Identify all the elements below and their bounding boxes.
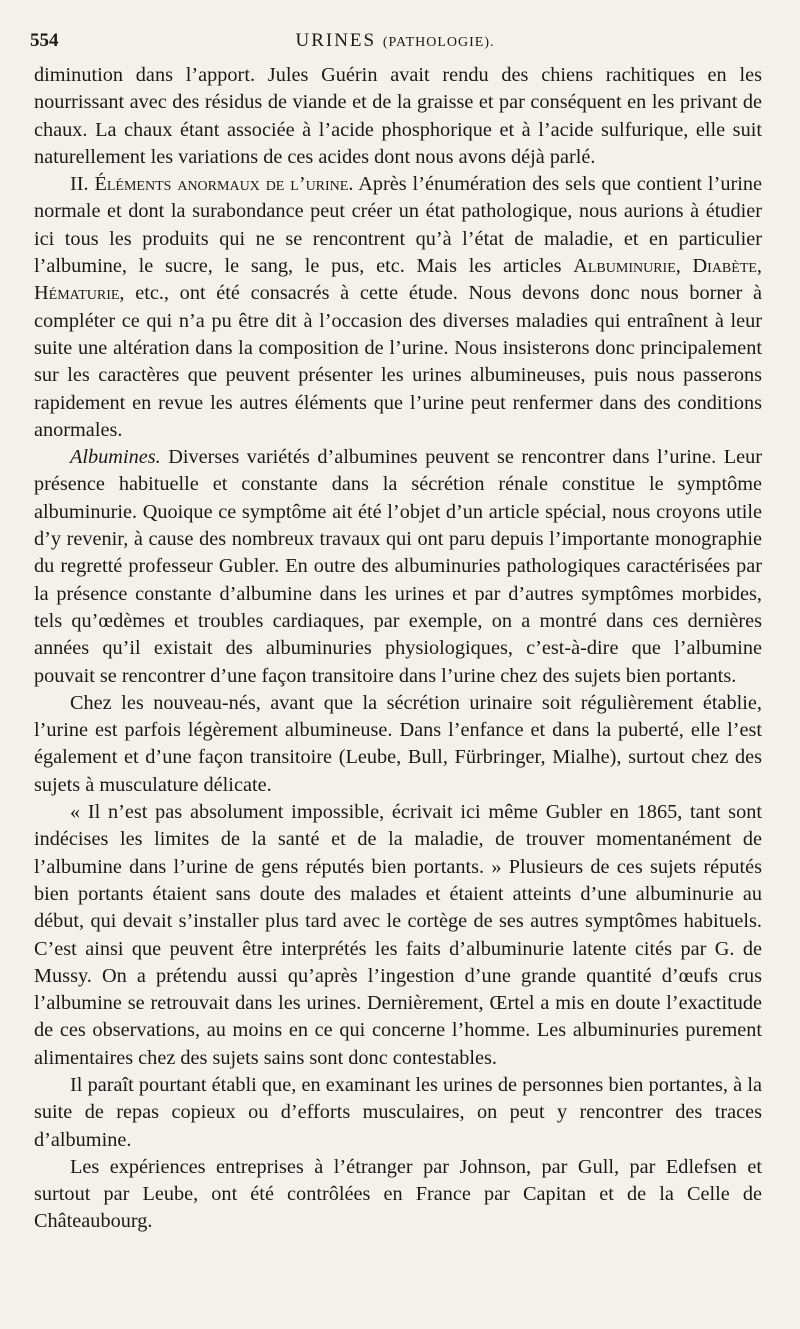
page-body: [34, 62, 762, 1236]
paragraph-7: Les expériences entreprises à l’étranger par Johnson, par Gull, par Edlefsen et surtout par Leube, ont été contrôlées en France par Capitan et de la Celle de Châteaubourg.: [34, 1155, 762, 1233]
paragraph-1: diminution dans l’apport. Jules Guérin avait rendu des chiens rachitiques en les nourrissant avec des résidus de viande et de la graisse et par conséquent en les privant de chaux. La chaux étant associée à l’acide phosphorique et à l’acide sulfurique, elle suit naturellement les variations de ces acides dont nous avons déjà parlé.: [34, 64, 762, 168]
paragraph-6: Il paraît pourtant établi que, en examinant les urines de personnes bien portantes, à la suite de repas copieux ou d’efforts musculaires, on peut y rencontrer des traces d’albumine.: [34, 1073, 762, 1151]
paragraph-3: [34, 444, 762, 690]
running-title-main: URINES: [295, 30, 377, 51]
paragraph-2: [34, 171, 762, 444]
articles-list: Albuminurie, Diabète, Hématurie: [34, 255, 762, 305]
running-title: [30, 30, 760, 52]
paragraph-3-text: Diverses variétés d’albumines peuvent se rencontrer dans l’urine. Leur présence habituelle et constante dans la sécrétion rénale constitue le symptôme albuminurie. Quoique ce symptôme ait été l’objet d’un article spécial, nous croyons utile d’y revenir, à cause des nombreux travaux qui ont paru depuis l’importante monographie du regretté professeur Gubler. En outre des albuminuries pathologiques caractérisées par la présence constante d’albumine dans les urines et par d’autres symptômes morbides, tels qu’œdèmes et troubles cardiaques, par exemple, on a montré dans ces dernières années qu’il existait des albuminuries physiologiques, c’est-à-dire que l’albumine pouvait se rencontrer d’une façon transitoire dans l’urine chez des sujets bien portants.: [34, 446, 762, 687]
paragraph-5: « Il n’est pas absolument impossible, écrivait ici même Gubler en 1865, tant sont indécises les limites de la santé et de la maladie, de trouver momentanément de l’albumine dans l’urine de gens réputés bien portants. » Plusieurs de ces sujets réputés bien portants étaient sans doute des malades et étaient atteints d’une albuminurie au début, qui devait s’installer plus tard avec le cortège de ses autres symptômes habituels. C’est ainsi que peuvent être interprétés les faits d’albuminurie latente cités par G. de Mussy. On a prétendu aussi qu’après l’ingestion d’une grande quantité d’œufs crus l’albumine se retrouvait dans les urines. Dernièrement, Œrtel a mis en doute l’exactitude de ces observations, au moins en ce qui concerne l’homme. Les albuminuries purement alimentaires chez des sujets sains sont donc contestables.: [34, 801, 762, 1069]
paragraph-2-text-a: Après l’énumération des sels que contient l’urine normale et dont la surabondance peut créer un état pathologique, nous aurions à étudier ici tous les produits qui ne se rencontrent qu’à l’état de maladie, et en particulier l’albumine, le sucre, le sang, le pus, etc. Mais les articles: [34, 173, 762, 278]
page-number: 554: [30, 30, 59, 51]
section-heading: II. Éléments anormaux de l’urine.: [70, 173, 354, 196]
paragraph-2-text-b: , etc., ont été consacrés à cette étude. Nous devons donc nous borner à compléter ce qui n’a pu être dit à l’occasion des diverses maladies qui entraînent à leur suite une altération dans la composition de l’urine. Nous insisterons donc principalement sur les caractères que peuvent présenter les urines albumineuses, puis nous passerons rapidement en revue les autres éléments que l’urine peut renfermer dans des conditions anormales.: [34, 282, 762, 441]
paragraph-4: Chez les nouveau-nés, avant que la sécrétion urinaire soit régulièrement établie, l’urine est parfois légèrement albumineuse. Dans l’enfance et dans la puberté, elle l’est également et d’une façon transitoire (Leube, Bull, Fürbringer, Mialhe), surtout chez des sujets à musculature délicate.: [34, 691, 762, 796]
running-title-sub: (PATHOLOGIE).: [382, 35, 495, 50]
page-header: [30, 30, 760, 54]
subsection-heading: Albumines.: [70, 446, 161, 469]
